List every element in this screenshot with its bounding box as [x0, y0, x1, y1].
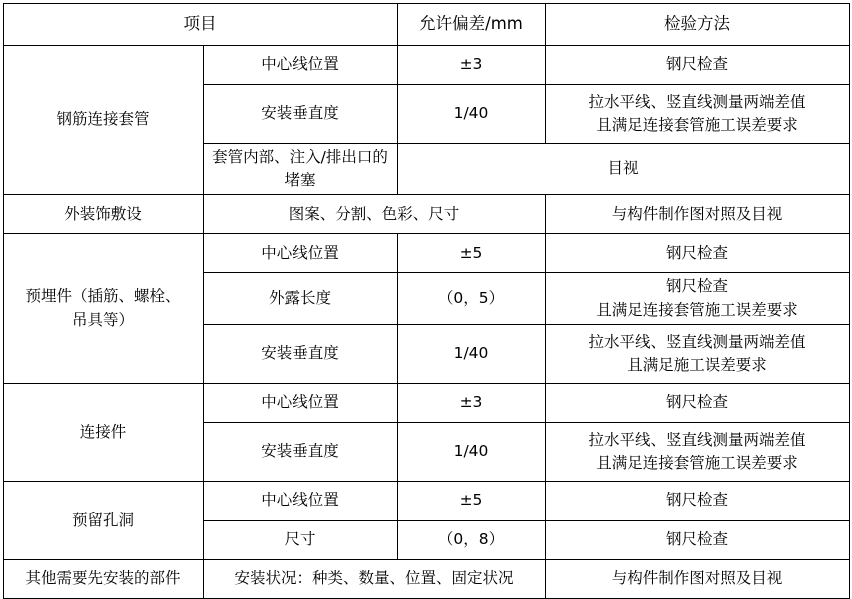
item-label: 中心线位置 — [203, 481, 397, 520]
tolerance-value: 1/40 — [397, 324, 545, 383]
method-value: 钢尺检查 — [545, 481, 849, 520]
tolerance-value: ±5 — [397, 234, 545, 273]
method-value — [545, 84, 849, 143]
header-tolerance: 允许偏差/mm — [397, 4, 545, 46]
method-line: 且满足施工误差要求 — [627, 355, 767, 374]
item-label: 套管内部、注入/排出口的堵塞 — [203, 143, 397, 195]
tolerance-value: ±3 — [397, 45, 545, 84]
table-row — [3, 234, 849, 273]
method-value: 钢尺检查 — [545, 383, 849, 422]
group-label: 钢筋连接套管 — [3, 45, 203, 195]
table-header-row — [3, 4, 849, 46]
inspection-tolerance-table — [3, 3, 850, 599]
table-row — [3, 195, 849, 234]
method-value: 钢尺检查 — [545, 520, 849, 559]
method-value: 与构件制作图对照及目视 — [545, 195, 849, 234]
group-label-line: 吊具等） — [71, 310, 134, 329]
item-label: 安装状况：种类、数量、位置、固定状况 — [203, 559, 545, 598]
tolerance-value: ±3 — [397, 383, 545, 422]
method-value: 与构件制作图对照及目视 — [545, 559, 849, 598]
table-row — [3, 481, 849, 520]
item-label: 中心线位置 — [203, 234, 397, 273]
tolerance-value: （0，8） — [397, 520, 545, 559]
item-label: 安装垂直度 — [203, 84, 397, 143]
header-method: 检验方法 — [545, 4, 849, 46]
group-label — [3, 234, 203, 384]
item-label: 尺寸 — [203, 520, 397, 559]
method-value: 钢尺检查 — [545, 45, 849, 84]
item-label: 图案、分割、色彩、尺寸 — [203, 195, 545, 234]
method-line: 拉水平线、竖直线测量两端差值 — [588, 430, 806, 449]
item-label: 中心线位置 — [203, 383, 397, 422]
tolerance-value: ±5 — [397, 481, 545, 520]
table-row — [3, 383, 849, 422]
method-value — [545, 273, 849, 325]
tolerance-value: （0，5） — [397, 273, 545, 325]
method-line: 拉水平线、竖直线测量两端差值 — [588, 92, 806, 111]
group-label: 连接件 — [3, 383, 203, 481]
method-line: 拉水平线、竖直线测量两端差值 — [588, 332, 806, 351]
group-label: 预留孔洞 — [3, 481, 203, 559]
tolerance-value: 1/40 — [397, 84, 545, 143]
group-label: 外装饰敷设 — [3, 195, 203, 234]
method-line: 且满足连接套管施工误差要求 — [596, 300, 798, 319]
tolerance-value: 1/40 — [397, 422, 545, 481]
method-line: 钢尺检查 — [665, 277, 728, 296]
group-label-line: 预埋件（插筋、螺栓、 — [25, 287, 181, 306]
header-item: 项目 — [3, 4, 397, 46]
method-line: 且满足连接套管施工误差要求 — [596, 115, 798, 134]
item-label: 安装垂直度 — [203, 422, 397, 481]
method-value: 目视 — [397, 143, 849, 195]
method-value: 钢尺检查 — [545, 234, 849, 273]
table-row — [3, 45, 849, 84]
item-label: 外露长度 — [203, 273, 397, 325]
method-value — [545, 422, 849, 481]
table-row — [3, 559, 849, 598]
group-label: 其他需要先安装的部件 — [3, 559, 203, 598]
method-value — [545, 324, 849, 383]
method-line: 且满足连接套管施工误差要求 — [596, 453, 798, 472]
item-label: 安装垂直度 — [203, 324, 397, 383]
item-label: 中心线位置 — [203, 45, 397, 84]
